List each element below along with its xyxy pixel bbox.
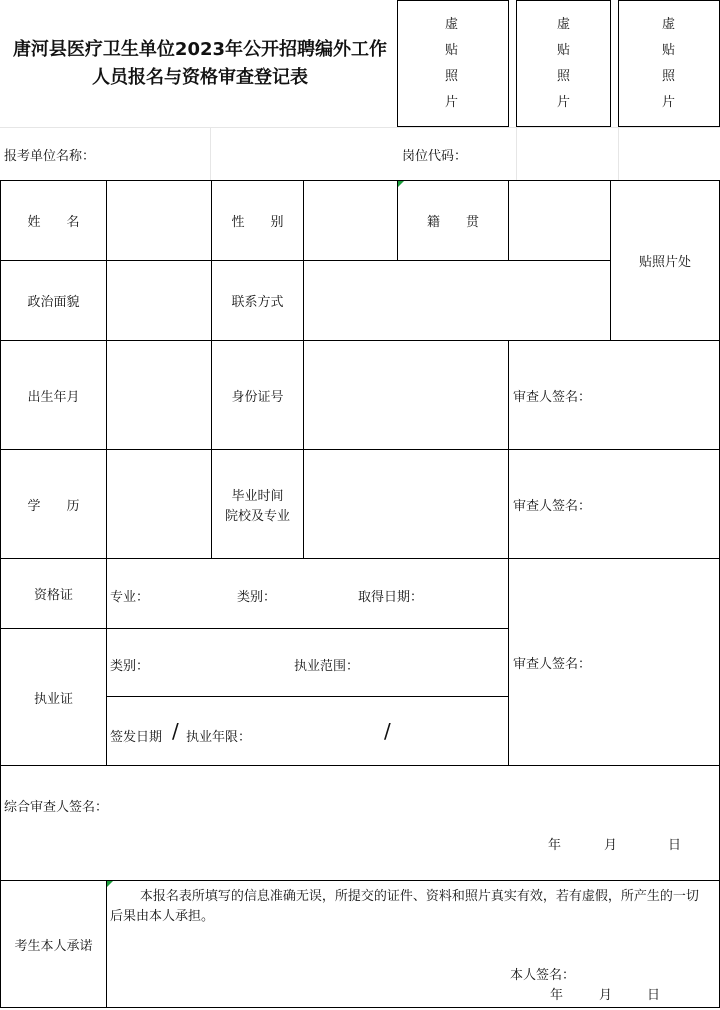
cell-origin-value[interactable]: [508, 180, 611, 261]
l-years-label: 执业年限：: [186, 730, 252, 745]
overall-day: 日: [668, 838, 682, 853]
gender-label: 性 别: [231, 215, 284, 230]
self-year: 年: [550, 988, 564, 1003]
photo-slot-1-text: 虚贴照片: [445, 17, 459, 110]
license-label: 执业证: [33, 691, 73, 707]
overall-reviewer-label: 综合审查人签名：: [4, 800, 109, 815]
gridline: [618, 127, 619, 180]
q-category-label: 类别：: [237, 590, 277, 605]
cell-marker-icon: [107, 881, 113, 887]
photo-slot-2-text: 虚贴照片: [557, 17, 571, 110]
l-slash: /: [172, 719, 179, 743]
pledge-text: 本报名表所填写的信息准确无误，所提交的证件、资料和照片真实有效，若有虚假，所产生的一切后果由本人承担。: [110, 889, 699, 924]
reviewer-sign-3: 审查人签名：: [513, 656, 592, 672]
pledge-label: 考生本人承诺: [14, 938, 93, 954]
gridline: [516, 127, 517, 180]
education-label: 学 历: [27, 498, 80, 514]
self-day: 日: [647, 988, 661, 1003]
post-code-label: 岗位代码：: [402, 148, 468, 164]
cell-id-value[interactable]: [303, 340, 509, 450]
cell-contact-value[interactable]: [303, 260, 611, 341]
unit-name-label: 报考单位名称：: [4, 148, 96, 164]
l-category-label: 类别：: [110, 659, 150, 674]
photo-area-label: 贴照片处: [638, 255, 691, 270]
contact-label: 联系方式: [231, 295, 284, 310]
cell-grad-value[interactable]: [303, 449, 509, 559]
reviewer-sign-2: 审查人签名：: [513, 498, 592, 514]
cell-overall-reviewer[interactable]: [0, 765, 720, 881]
overall-year: 年: [548, 838, 562, 853]
gridline: [210, 127, 211, 180]
self-month: 月: [599, 988, 613, 1003]
overall-month: 月: [604, 838, 618, 853]
political-label: 政治面貌: [27, 295, 80, 310]
name-label: 姓 名: [27, 215, 80, 230]
cell-political-value[interactable]: [106, 260, 212, 341]
cell-birth-value[interactable]: [106, 340, 212, 450]
cell-gender-value[interactable]: [303, 180, 398, 261]
page-title: 唐河县医疗卫生单位2023年公开招聘编外工作人员报名与资格审查登记表: [12, 39, 388, 88]
cell-education-value[interactable]: [106, 449, 212, 559]
birth-label: 出生年月: [27, 389, 80, 405]
photo-slot-3-text: 虚贴照片: [662, 17, 676, 110]
l-slash-2: /: [384, 719, 391, 743]
cell-name-value[interactable]: [106, 180, 212, 261]
cell-marker-icon: [398, 181, 404, 187]
reviewer-sign-1: 审查人签名：: [513, 389, 592, 405]
l-scope-label: 执业范围：: [294, 659, 360, 674]
cell-qualification-value[interactable]: [106, 558, 509, 629]
grad-label-line1: 毕业时间: [231, 488, 284, 504]
l-issue-label: 签发日期: [110, 730, 163, 745]
q-major-label: 专业：: [110, 590, 150, 605]
self-sign-label: 本人签名：: [510, 968, 576, 983]
id-number-label: 身份证号: [231, 389, 284, 405]
origin-label: 籍 贯: [426, 215, 479, 230]
grad-label-line2: 院校及专业: [224, 508, 290, 524]
cell-license-issue[interactable]: [106, 696, 509, 766]
q-date-label: 取得日期：: [358, 590, 424, 605]
qualification-label: 资格证: [33, 588, 73, 603]
